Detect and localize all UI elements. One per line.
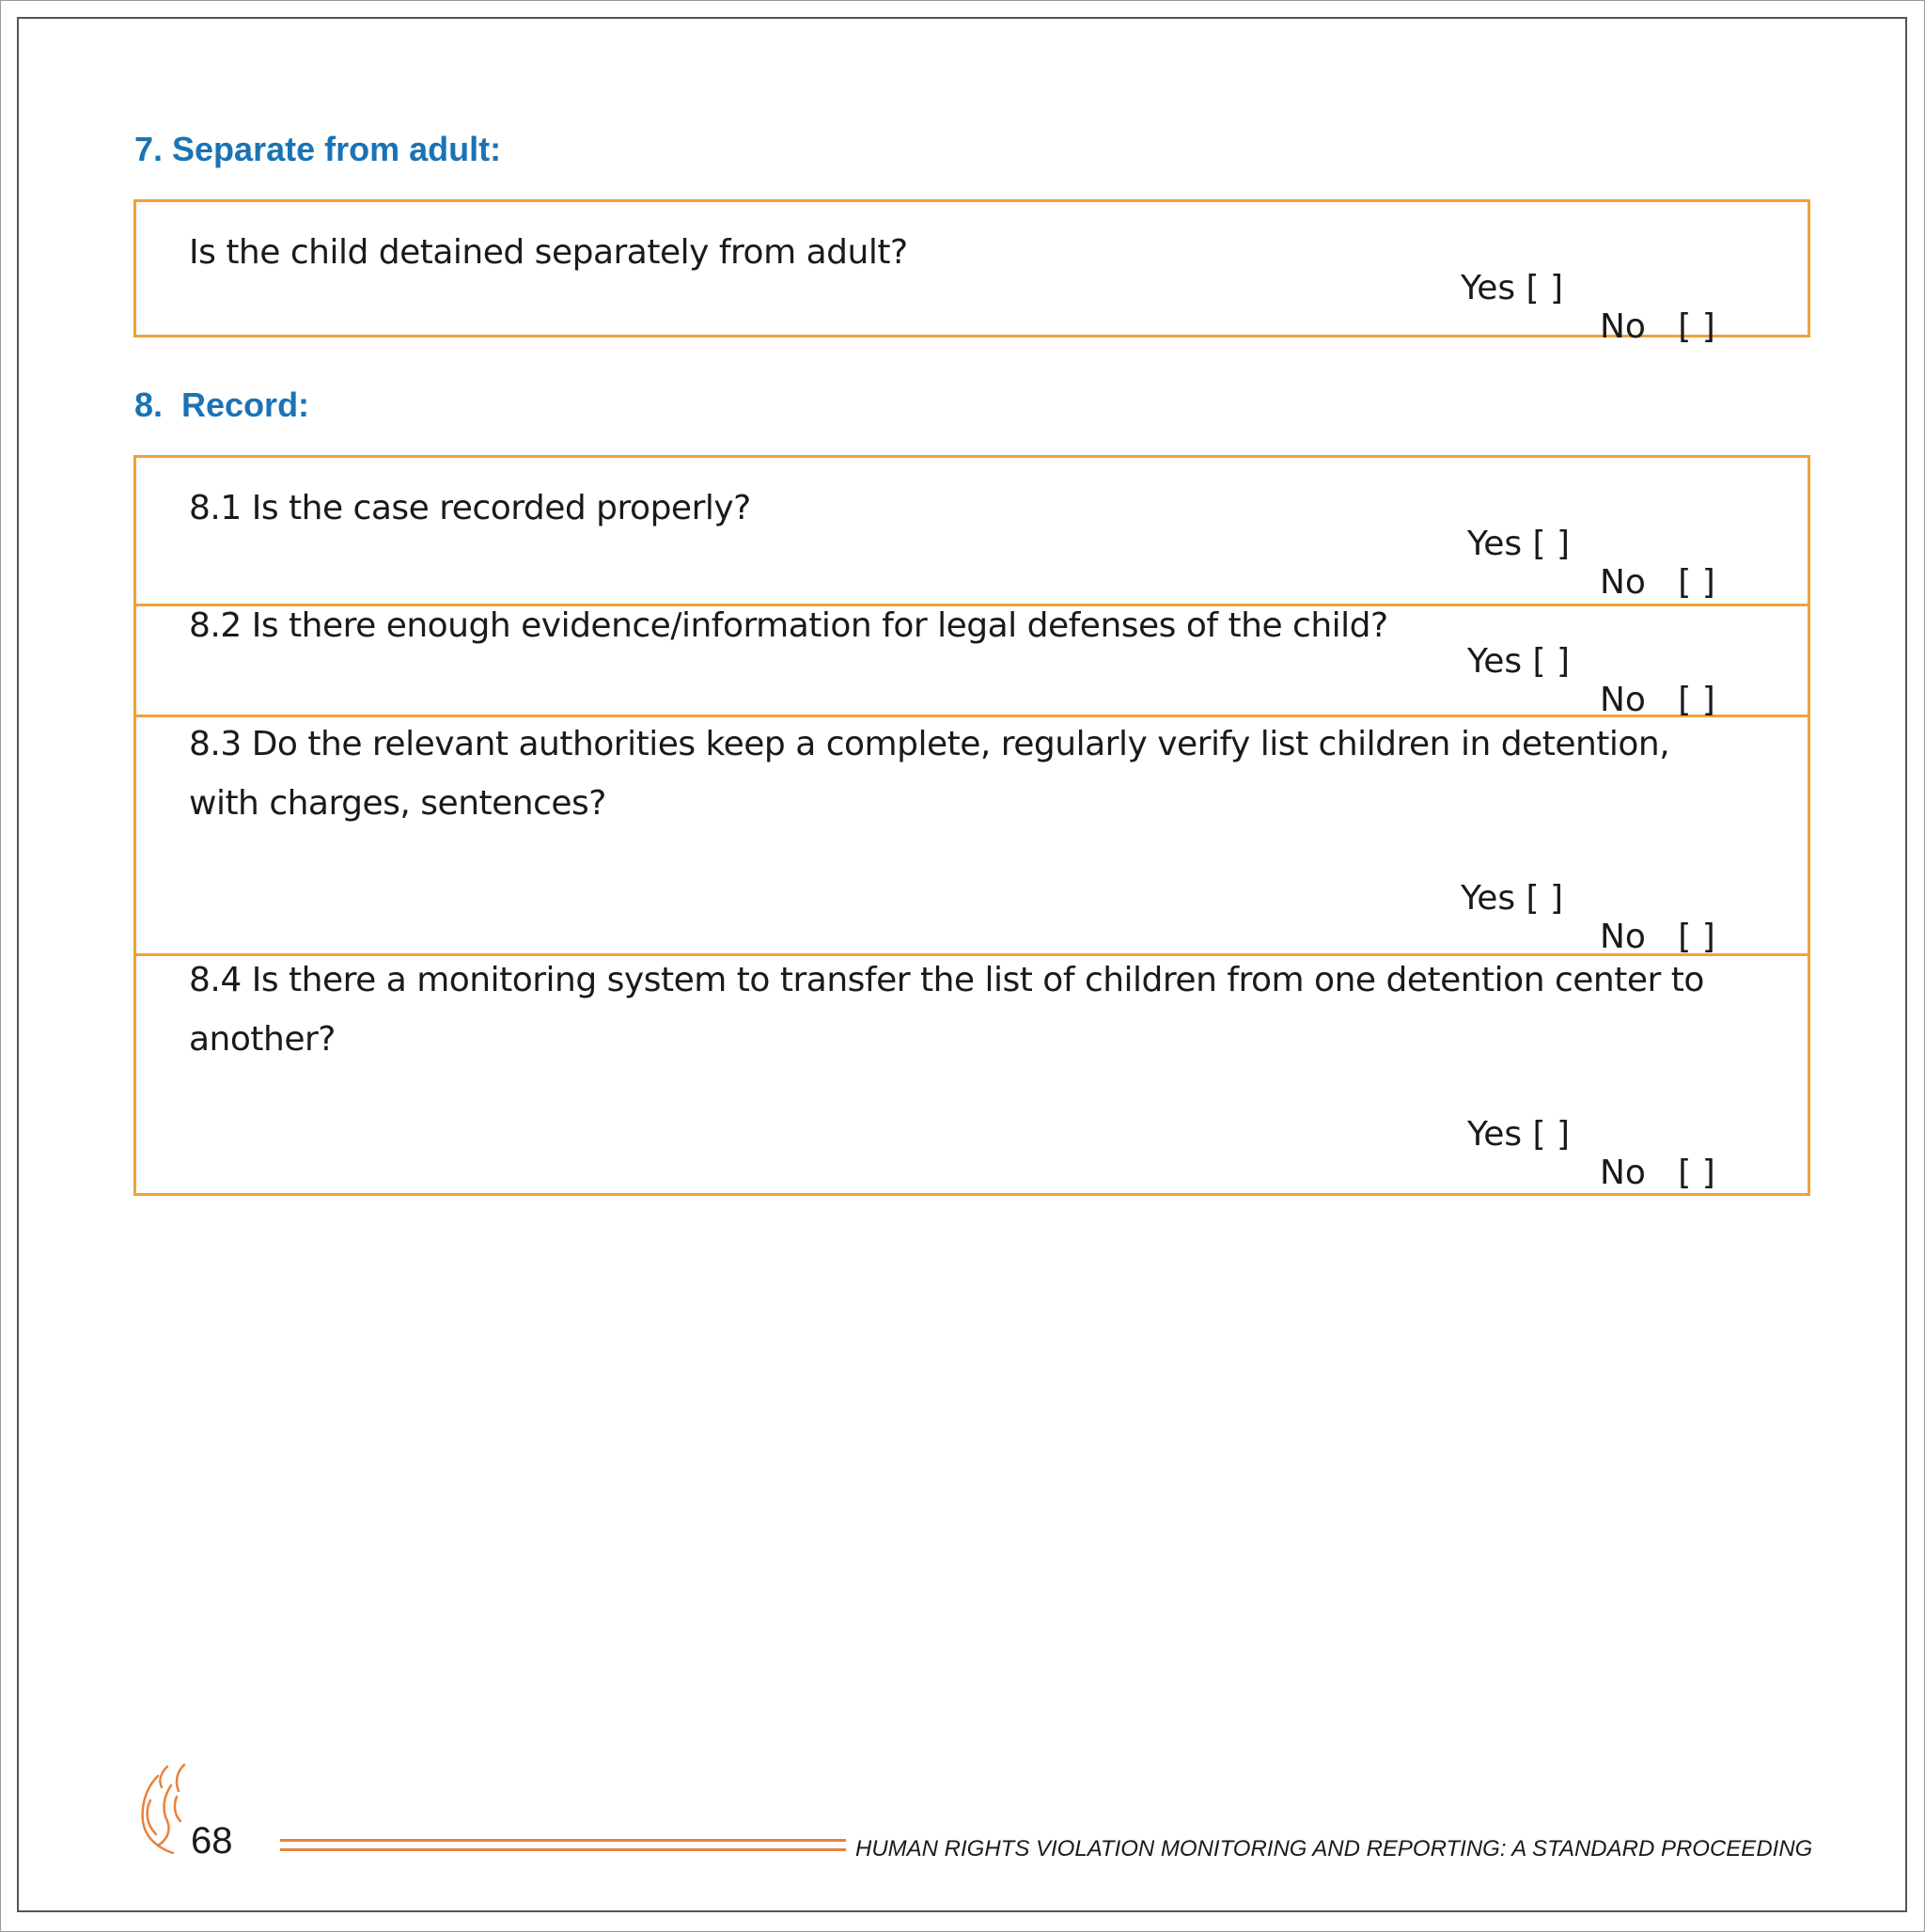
figure-logo-icon: [130, 1763, 194, 1857]
footer-rule-top: [280, 1839, 846, 1842]
no-checkbox[interactable]: No [ ]: [1600, 307, 1715, 346]
footer-title: HUMAN RIGHTS VIOLATION MONITORING AND REPORTING: A STANDARD PROCEEDING: [855, 1836, 1813, 1861]
yes-checkbox[interactable]: Yes [ ]: [1467, 525, 1571, 563]
no-checkbox[interactable]: No [ ]: [1600, 918, 1715, 956]
yes-checkbox[interactable]: Yes [ ]: [1467, 1115, 1571, 1154]
question-8-1-text: 8.1 Is the case recorded properly?: [189, 489, 751, 527]
question-8-2-text: 8.2 Is there enough evidence/information for legal defenses of the child?: [189, 606, 1388, 645]
yes-checkbox[interactable]: Yes [ ]: [1461, 879, 1564, 918]
question-8-3-answers: [0, 840, 1715, 956]
question-7-text: Is the child detained separately from adult?: [189, 233, 908, 272]
question-8-3-text: 8.3 Do the relevant authorities keep a complete, regularly verify list children in detention, with charges, sentences?: [189, 725, 1670, 823]
yes-checkbox[interactable]: Yes [ ]: [1467, 642, 1571, 681]
question-8-4-answers: [0, 1076, 1715, 1192]
section-8-heading: 8. Record:: [134, 385, 310, 424]
section-7-heading: 7. Separate from adult:: [134, 130, 502, 168]
yes-checkbox[interactable]: Yes [ ]: [1461, 269, 1564, 307]
no-checkbox[interactable]: No [ ]: [1600, 563, 1715, 602]
footer-rule-bottom: [280, 1848, 846, 1851]
question-8-4-text: 8.4 Is there a monitoring system to transfer the list of children from one detention center to another?: [189, 961, 1704, 1059]
no-checkbox[interactable]: No [ ]: [1600, 1154, 1715, 1192]
no-checkbox[interactable]: No [ ]: [1600, 681, 1715, 719]
page-number: 68: [191, 1820, 233, 1861]
